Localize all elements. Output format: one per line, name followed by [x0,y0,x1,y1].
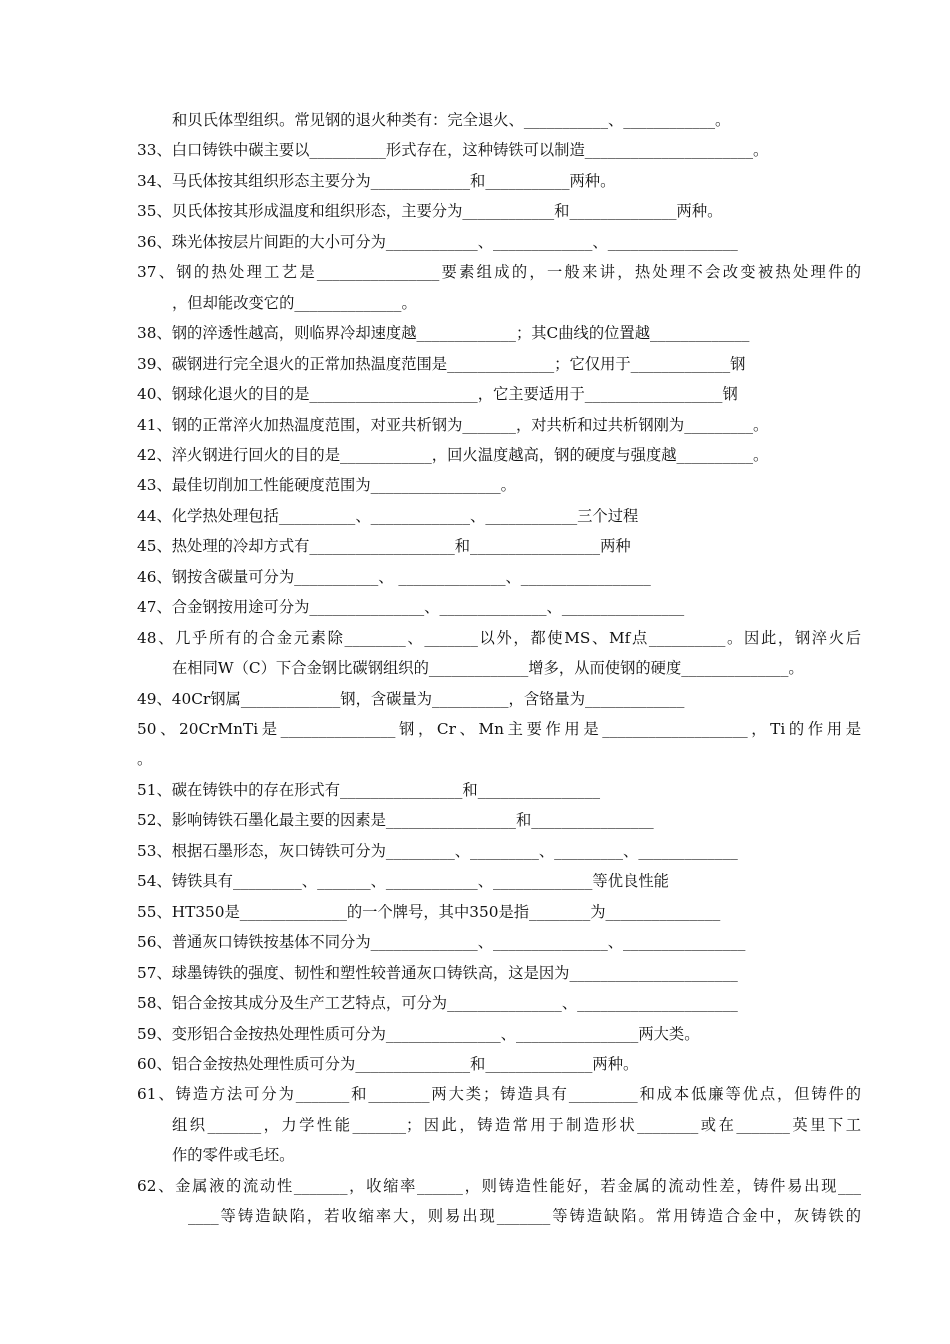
question-line: 46、钢按含碳量可分为___________、 ______________、_________________ [137,567,651,586]
question-line: 60、铝合金按热处理性质可分为_______________和______________两种。 [137,1054,639,1073]
question-line: 35、贝氏体按其形成温度和组织形态，主要分为____________和______________两种。 [137,202,723,221]
question-line: 47、合金钢按用途可分为_______________、______________、________________ [137,598,685,617]
question-line: 。 [137,750,153,769]
question-line: 33、白口铸铁中碳主要以__________形式存在，这种铸铁可以制造______________________。 [137,141,769,160]
question-line: 57、球墨铸铁的强度、韧性和塑性较普通灰口铸铁高，这是因为______________________ [137,963,738,982]
question-line: 43、最佳切削加工性能硬度范围为_________________。 [137,476,516,495]
question-line: 61、铸造方法可分为_______和________两大类；铸造具有_________和成本低廉等优点，但铸件的 [137,1085,861,1104]
question-line: 44、化学热处理包括__________、_____________、____________三个过程 [137,506,639,525]
question-line: 34、马氏体按其组织形态主要分为_____________和___________两种。 [137,171,616,190]
question-line: 45、热处理的冷却方式有___________________和_________________两种 [137,537,631,556]
question-continuation: 组织_______，力学性能_______；因此，铸造常用于制造形状________或在_______英里下工 [172,1115,861,1134]
question-line: 53、根据石墨形态，灰口铸铁可分为_________、_________、_________、_____________ [137,841,738,860]
question-line: 59、变形铝合金按热处理性质可分为_______________、________________两大类。 [137,1024,700,1043]
question-line: 36、珠光体按层片间距的大小可分为____________、_____________、_________________ [137,232,738,251]
question-continuation: ____等铸造缺陷，若收缩率大，则易出现_______等铸造缺陷。常用铸造合金中，灰铸铁的 [188,1207,861,1226]
question-line: 48、几乎所有的合金元素除________、_______以外，都使MS、Mf点__________。因此，钢淬火后 [137,628,861,647]
question-line: 41、钢的正常淬火加热温度范围，对亚共析钢为_______，对共析和过共析钢刚为_________。 [137,415,769,434]
question-continuation: ，但却能改变它的______________。 [172,293,417,312]
question-line: 50、20CrMnTi是_______________钢，Cr、Mn主要作用是___________________，Ti的作用是 [137,720,861,738]
question-line: 39、碳钢进行完全退火的正常加热温度范围是______________；它仅用于_____________钢 [137,354,746,373]
question-line: 49、40Cr钢属_____________钢，含碳量为__________，含铬量为_____________ [137,689,685,708]
question-continuation: 在相同W（C）下合金钢比碳钢组织的_____________增多，从而使钢的硬度______________。 [172,659,804,678]
question-line: 51、碳在铸铁中的存在形式有________________和________________ [137,780,601,799]
question-line: 52、影响铸铁石墨化最主要的因素是_________________和________________ [137,811,654,830]
question-line: 42、淬火钢进行回火的目的是____________，回火温度越高，钢的硬度与强度越__________。 [137,445,769,464]
question-line: 40、钢球化退火的目的是______________________，它主要适用于__________________钢 [137,385,738,404]
question-line: 56、普通灰口铸铁按基体不同分为______________、_______________、________________ [137,933,746,952]
question-continuation: 作的零件或毛坯。 [172,1146,295,1165]
question-line: 55、HT350是______________的一个牌号，其中350是指________为_______________ [137,902,721,921]
question-line: 37、钢的热处理工艺是________________要素组成的，一般来讲，热处理不会改变被热处理件的 [137,263,861,282]
question-line: 54、铸铁具有_________、_______、____________、_____________等优良性能 [137,872,669,891]
question-line: 38、钢的淬透性越高，则临界冷却速度越_____________；其C曲线的位置越_____________ [137,324,750,343]
question-line: 58、铝合金按其成分及生产工艺特点，可分为_______________、_____________________ [137,994,738,1012]
question-continuation: 和贝氏体型组织。常见钢的退火种类有：完全退火、___________、____________。 [172,111,731,129]
question-line: 62、金属液的流动性_______，收缩率______，则铸造性能好，若金属的流动性差，铸件易出现___ [137,1176,861,1195]
